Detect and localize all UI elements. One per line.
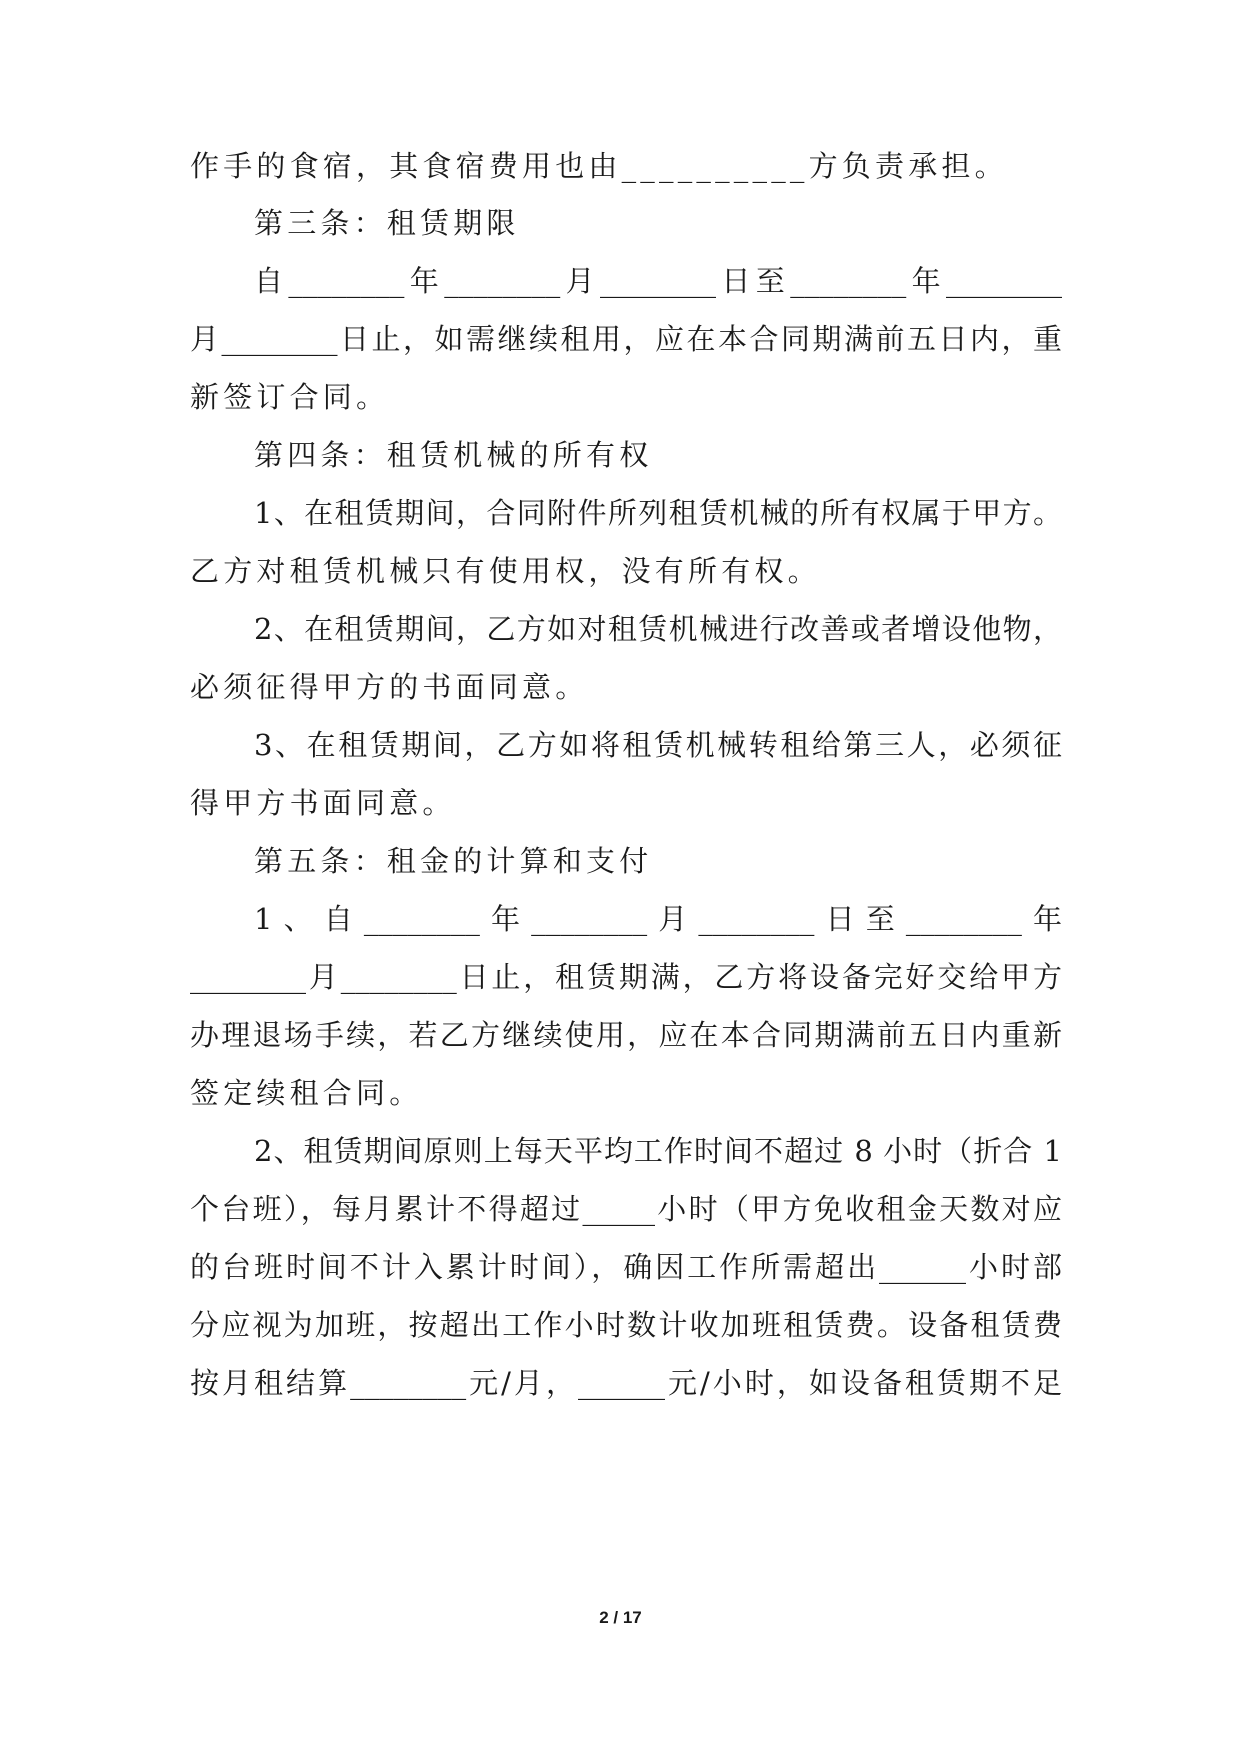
text-line: 作手的食宿，其食宿费用也由__________方负责承担。 <box>190 149 1008 183</box>
article-5-heading: 第五条：租金的计算和支付 <box>254 844 653 878</box>
article-4-heading: 第四条：租赁机械的所有权 <box>254 438 653 472</box>
text-line: 必须征得甲方的书面同意。 <box>190 670 589 704</box>
text-line: 新签订合同。 <box>190 380 390 414</box>
text-line: 1、自________年________月________日至________年 <box>254 902 1062 936</box>
text-line: 1、在租赁期间，合同附件所列租赁机械的所有权属于甲方。 <box>254 496 1062 530</box>
text-line: 乙方对租赁机械只有使用权，没有所有权。 <box>190 554 821 588</box>
text-line: 办理退场手续，若乙方继续使用，应在本合同期满前五日内重新 <box>190 1018 1062 1052</box>
text-line: 分应视为加班，按超出工作小时数计收加班租赁费。设备租赁费 <box>190 1308 1062 1342</box>
text-line: 自________年________月________日至________年________ <box>254 264 1062 298</box>
article-3-heading: 第三条：租赁期限 <box>254 206 520 240</box>
text-line: 月________日止，如需继续租用，应在本合同期满前五日内，重 <box>190 322 1062 356</box>
text-line: 得甲方书面同意。 <box>190 786 456 820</box>
text-line: 签定续租合同。 <box>190 1076 423 1110</box>
text-line: 个台班），每月累计不得超过_____小时（甲方免收租金天数对应 <box>190 1192 1062 1226</box>
text-line: ________月________日止，租赁期满，乙方将设备完好交给甲方 <box>190 960 1062 994</box>
text-line: 的台班时间不计入累计时间），确因工作所需超出______小时部 <box>190 1250 1062 1284</box>
page-number: 2 / 17 <box>599 1608 642 1627</box>
text-line: 2、租赁期间原则上每天平均工作时间不超过 8 小时（折合 1 <box>254 1134 1062 1168</box>
text-line: 3、在租赁期间，乙方如将租赁机械转租给第三人，必须征 <box>254 728 1062 762</box>
text-line: 按月租结算________元/月，______元/小时，如设备租赁期不足 <box>190 1366 1062 1400</box>
text-line: 2、在租赁期间，乙方如对租赁机械进行改善或者增设他物， <box>254 612 1062 646</box>
